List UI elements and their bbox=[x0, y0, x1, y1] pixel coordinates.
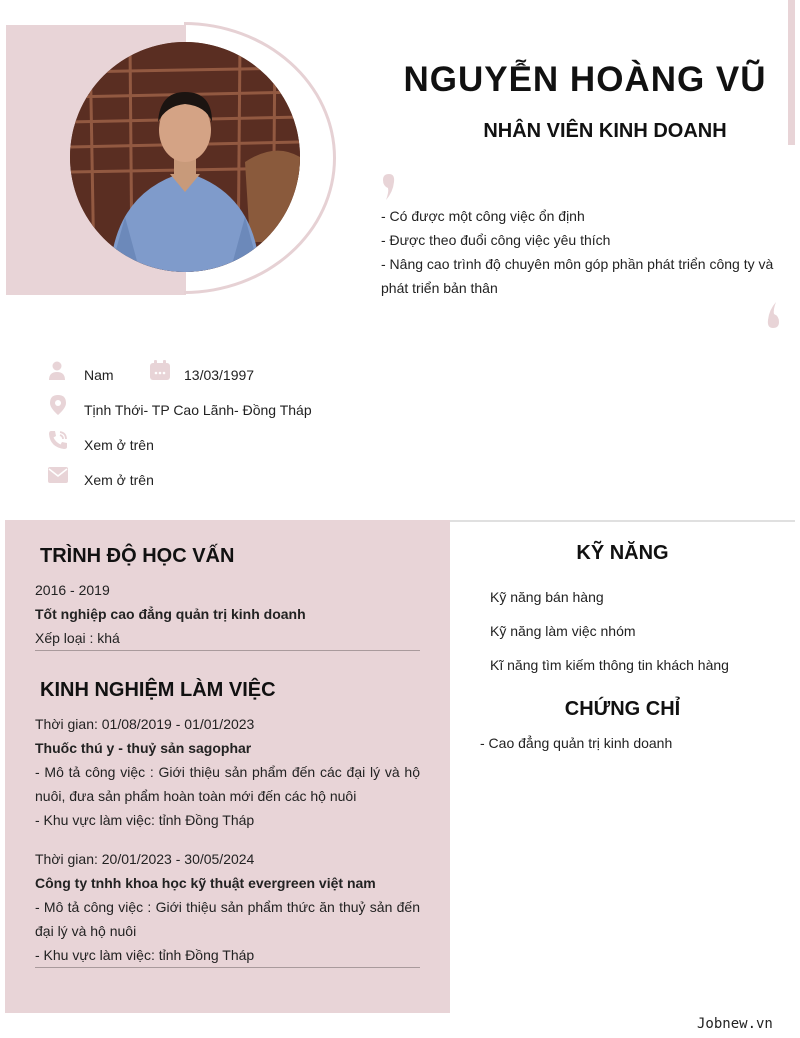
candidate-name: NGUYỄN HOÀNG VŨ bbox=[403, 60, 767, 99]
job-description: - Mô tả công việc : Giới thiệu sản phẩm đến các đại lý và hộ nuôi, đưa sản phẩm hoàn toàn mới đến các hộ nuôi bbox=[35, 764, 420, 804]
calendar-icon bbox=[150, 360, 170, 380]
job-area: - Khu vực làm việc: tỉnh Đồng Tháp bbox=[35, 947, 255, 963]
career-objective bbox=[381, 204, 781, 300]
experience-divider bbox=[35, 967, 420, 968]
quote-close-icon bbox=[766, 300, 780, 330]
objective-line: - Nâng cao trình độ chuyên môn góp phần phát triển công ty và phát triển bản thân bbox=[381, 256, 774, 296]
objective-line: - Được theo đuổi công việc yêu thích bbox=[381, 232, 611, 248]
skill-item: Kỹ năng bán hàng bbox=[490, 589, 604, 605]
address-value: Tịnh Thới- TP Cao Lãnh- Đồng Tháp bbox=[84, 402, 312, 418]
education-divider bbox=[35, 650, 420, 651]
job-time: Thời gian: 01/08/2019 - 01/01/2023 bbox=[35, 716, 255, 732]
birthday-value: 13/03/1997 bbox=[184, 367, 255, 383]
education-heading: TRÌNH ĐỘ HỌC VẤN bbox=[40, 545, 235, 567]
job-description: - Mô tả công việc : Giới thiệu sản phẩm thức ăn thuỷ sản đến đại lý và hộ nuôi bbox=[35, 899, 420, 939]
gender-value: Nam bbox=[84, 367, 114, 383]
envelope-icon bbox=[48, 465, 68, 485]
education-grade: Xếp loại : khá bbox=[35, 630, 120, 646]
certificates-heading: CHỨNG CHỈ bbox=[564, 698, 681, 720]
user-icon bbox=[48, 361, 68, 381]
section-divider bbox=[450, 520, 795, 522]
skills-heading: KỸ NĂNG bbox=[576, 542, 669, 564]
email-value: Xem ở trên bbox=[84, 472, 154, 488]
skill-item: Kỹ năng làm việc nhóm bbox=[490, 623, 636, 639]
avatar bbox=[70, 42, 300, 272]
quote-open-icon bbox=[382, 172, 396, 202]
phone-icon bbox=[48, 430, 68, 450]
education-period: 2016 - 2019 bbox=[35, 582, 110, 598]
phone-value: Xem ở trên bbox=[84, 437, 154, 453]
job-time: Thời gian: 20/01/2023 - 30/05/2024 bbox=[35, 851, 255, 867]
skill-item: Kĩ năng tìm kiếm thông tin khách hàng bbox=[490, 657, 729, 673]
job-company: Công ty tnhh khoa học kỹ thuật evergreen việt nam bbox=[35, 875, 376, 891]
objective-line: - Có được một công việc ổn định bbox=[381, 208, 585, 224]
experience-heading: KINH NGHIỆM LÀM VIỆC bbox=[40, 679, 276, 701]
job-title: NHÂN VIÊN KINH DOANH bbox=[483, 120, 727, 142]
location-pin-icon bbox=[48, 395, 68, 415]
job-area: - Khu vực làm việc: tỉnh Đồng Tháp bbox=[35, 812, 255, 828]
certificate-item: - Cao đẳng quản trị kinh doanh bbox=[480, 735, 673, 751]
avatar-photo-illustration bbox=[70, 42, 300, 272]
footer-brand: Jobnew.vn bbox=[697, 1016, 773, 1032]
job-company: Thuốc thú y - thuỷ sản sagophar bbox=[35, 740, 252, 756]
education-title: Tốt nghiệp cao đẳng quản trị kinh doanh bbox=[35, 606, 306, 622]
